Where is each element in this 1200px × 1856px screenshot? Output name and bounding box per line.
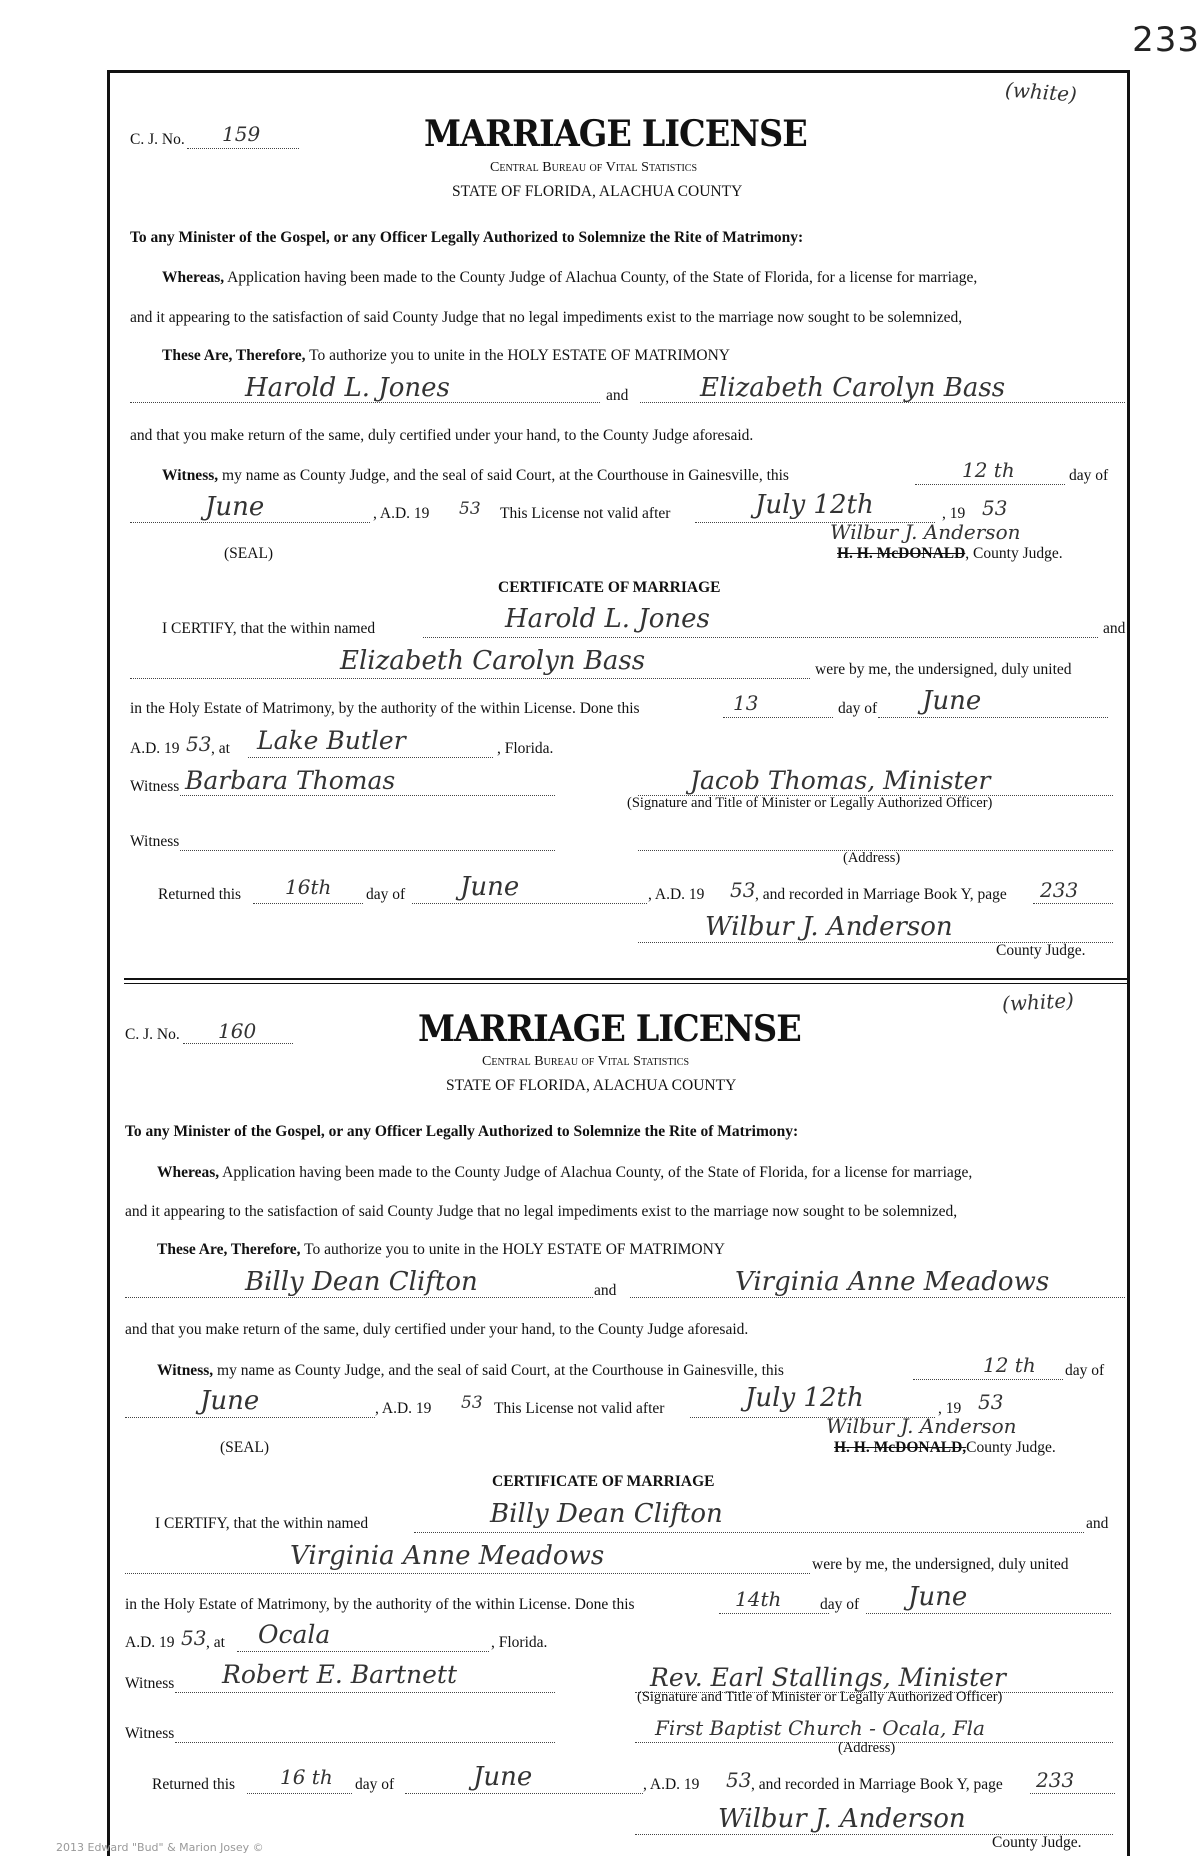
address-caption: (Address) [838,1740,896,1756]
book-page-line [1030,1793,1115,1794]
license-day: 12 th [983,1353,1036,1377]
groom-name: Billy Dean Clifton [245,1267,478,1297]
cert-bride-line [125,1573,810,1574]
cj-no-line [183,1043,293,1044]
witness-lead: Witness, [157,1362,214,1379]
sig-caption: (Signature and Title of Minister or Legally Authorized Officer) [637,1689,1003,1705]
witness-paragraph [162,467,789,485]
bride-name: Elizabeth Carolyn Bass [700,373,1006,403]
license-title: MARRIAGE LICENSE [418,1008,801,1050]
cert-bride: Elizabeth Carolyn Bass [340,646,646,676]
officiant-address: First Baptist Church - Ocala, Fla [655,1716,985,1740]
returned-day: 16th [285,875,332,899]
not-valid-text: This License not valid after [500,505,671,522]
county-judge-caption: County Judge. [992,1834,1082,1851]
license-month-line [125,1417,375,1418]
printed-judge: H. H. McDONALD, [834,1439,967,1456]
cj-label: C. J. No. [130,131,185,148]
cert-bride-line [130,678,810,679]
book-page-line [1033,903,1113,904]
page-number: 233 [1132,20,1200,60]
recorded-ad: , A.D. 19 [643,1776,700,1793]
license-day-line [915,484,1065,485]
cert-title: CERTIFICATE OF MARRIAGE [498,579,721,596]
holy-text: in the Holy Estate of Matrimony, by the authority of the within License. Done this [130,700,640,717]
recorded-ad: , A.D. 19 [648,886,705,903]
these-are-paragraph [157,1241,725,1259]
witness-paragraph [157,1362,784,1380]
ad-short: A.D. 19 [130,740,180,757]
recorded-text: , and recorded in Marriage Book Y, page [755,886,1007,903]
holy-text: in the Holy Estate of Matrimony, by the authority of the within License. Done this [125,1596,635,1613]
border-right [1127,70,1130,1856]
cert-groom-line [414,1532,1084,1533]
license-month: June [200,1386,260,1416]
county-judge: County Judge. [966,1439,1056,1456]
license-month-line [130,522,370,523]
year-prefix: , 19 [942,505,966,522]
state-county: STATE OF FLORIDA, ALACHUA COUNTY [446,1077,737,1094]
bride-name: Virginia Anne Meadows [735,1267,1050,1297]
cert-groom: Harold L. Jones [505,604,710,634]
done-month: June [908,1582,968,1612]
whereas-text: Application having been made to the County Judge of Alachua County, of the State of Florida, for a license for marriage, [222,1164,973,1181]
cj-label: C. J. No. [125,1026,180,1043]
recorded-text: , and recorded in Marriage Book Y, page [751,1776,1003,1793]
and-word: and [606,387,629,404]
ad-short: A.D. 19 [125,1634,175,1651]
witness1: Robert E. Bartnett [222,1660,458,1689]
state-county: STATE OF FLORIDA, ALACHUA COUNTY [452,183,743,200]
returned-label: Returned this [152,1776,236,1793]
at-label: , at [206,1634,225,1651]
certify-text: I CERTIFY, that the within named [162,620,376,637]
cert-groom-line [423,637,1098,638]
returned-day-of: day of [366,886,406,903]
witness-lead: Witness, [162,467,219,484]
returned-day-of: day of [355,1776,395,1793]
witness2-line [180,850,555,851]
printed-judge-line [834,1439,1056,1457]
book-page: 233 [1036,1768,1075,1792]
appearing-text: and it appearing to the satisfaction of said County Judge that no legal impediments exist to the marriage now sought to be solemnized, [130,309,963,326]
return-text: and that you make return of the same, duly certified under your hand, to the County Judge aforesaid. [125,1321,749,1338]
return-text: and that you make return of the same, duly certified under your hand, to the County Judge aforesaid. [130,427,754,444]
certify-text: I CERTIFY, that the within named [155,1515,369,1532]
returned-month: June [460,872,520,902]
ad-label: , A.D. 19 [373,505,430,522]
race-note: (white) [1001,988,1075,1016]
done-day-line [723,717,833,718]
united-text: were by me, the undersigned, duly united [812,1556,1069,1573]
cert-bride: Virginia Anne Meadows [290,1541,605,1571]
witness2-line [175,1742,555,1743]
at-label: , at [211,740,230,757]
license-day: 12 th [962,458,1015,482]
cj-no: 160 [218,1019,257,1043]
printed-judge: H. H. McDONALD [837,545,966,562]
ad-label: , A.D. 19 [375,1400,432,1417]
groom-name: Harold L. Jones [245,373,450,403]
border-top [107,70,1130,73]
not-valid-text: This License not valid after [494,1400,665,1417]
done-month: June [922,686,982,716]
witness1: Barbara Thomas [185,766,396,795]
recording-judge: Wilbur J. Anderson [705,912,953,942]
officiant: Jacob Thomas, Minister [690,766,991,795]
race-note: (white) [1004,77,1078,107]
these-lead: These Are, Therefore, [157,1241,301,1258]
done-day-of: day of [838,700,878,717]
place-line [237,1651,489,1652]
done-month-line [866,1613,1111,1614]
license-year: 53 [459,499,481,519]
cj-no-line [187,148,299,149]
valid-year: 53 [978,1390,1004,1414]
sig-caption: (Signature and Title of Minister or Legally Authorized Officer) [627,795,993,811]
county-judge: , County Judge. [965,545,1063,562]
whereas-paragraph [162,269,977,287]
and-word-2: and [1086,1515,1109,1532]
license-title: MARRIAGE LICENSE [424,113,807,155]
returned-month-line [405,1793,643,1794]
judge-signature: Wilbur J. Anderson [826,1414,1017,1438]
these-lead: These Are, Therefore, [162,347,306,364]
witness-label-2: Witness [125,1725,175,1742]
done-day: 14th [735,1587,782,1611]
license-year: 53 [461,1393,483,1413]
returned-year: 53 [730,878,756,902]
address-caption: (Address) [843,850,901,866]
done-day-of: day of [820,1596,860,1613]
footer-credit: 2013 Edward "Bud" & Marion Josey © [56,1841,264,1854]
book-page: 233 [1040,878,1079,902]
these-text: To authorize you to unite in the HOLY ESTATE OF MATRIMONY [309,347,731,364]
returned-day-line [247,1793,352,1794]
cert-title: CERTIFICATE OF MARRIAGE [492,1473,715,1490]
whereas-paragraph [157,1164,972,1182]
these-are-paragraph [162,347,730,365]
cj-no: 159 [222,122,261,146]
license-day-line [913,1379,1063,1380]
officiant: Rev. Earl Stallings, Minister [650,1663,1006,1692]
cert-groom: Billy Dean Clifton [490,1499,723,1529]
seal: (SEAL) [224,545,274,562]
bureau: Central Bureau of Vital Statistics [490,160,698,175]
united-text: were by me, the undersigned, duly united [815,661,1072,678]
day-of: day of [1069,467,1109,484]
returned-day: 16 th [280,1765,333,1789]
address-line: To any Minister of the Gospel, or any Officer Legally Authorized to Solemnize the Rite of Matrimony: [130,229,804,246]
done-month-line [878,717,1108,718]
border-left [107,70,110,1856]
whereas-text: Application having been made to the County Judge of Alachua County, of the State of Florida, for a license for marriage, [227,269,978,286]
whereas-lead: Whereas, [157,1164,220,1181]
returned-month: June [473,1762,533,1792]
judge-signature: Wilbur J. Anderson [830,520,1021,544]
returned-month-line [412,903,647,904]
section-divider-bottom [124,983,1127,984]
year-prefix: , 19 [938,1400,962,1417]
bride-line [630,1297,1125,1298]
license-month: June [205,492,265,522]
and-word-2: and [1103,620,1126,637]
whereas-lead: Whereas, [162,269,225,286]
seal: (SEAL) [220,1439,270,1456]
groom-line [125,1297,593,1298]
witness-text: my name as County Judge, and the seal of said Court, at the Courthouse in Gainesville, this [217,1362,784,1379]
returned-year: 53 [726,1768,752,1792]
returned-day-line [253,903,363,904]
florida: , Florida. [491,1634,548,1651]
done-year: 53 [181,1626,207,1650]
florida: , Florida. [497,740,554,757]
witness-label-1: Witness [125,1675,175,1692]
day-of: day of [1065,1362,1105,1379]
and-word: and [594,1282,617,1299]
witness-label-2: Witness [130,833,180,850]
section-divider-top [124,978,1127,980]
valid-year: 53 [982,496,1008,520]
address-line: To any Minister of the Gospel, or any Officer Legally Authorized to Solemnize the Rite of Matrimony: [125,1123,799,1140]
witness1-line [180,795,555,796]
recording-judge: Wilbur J. Anderson [718,1804,966,1834]
returned-label: Returned this [158,886,242,903]
bureau: Central Bureau of Vital Statistics [482,1054,690,1069]
witness1-line [175,1692,555,1693]
valid-until: July 12th [755,490,874,520]
done-day: 13 [733,691,759,715]
these-text: To authorize you to unite in the HOLY ESTATE OF MATRIMONY [304,1241,726,1258]
printed-judge-line [837,545,1063,563]
witness-label-1: Witness [130,778,180,795]
place: Lake Butler [257,726,406,755]
appearing-text: and it appearing to the satisfaction of said County Judge that no legal impediments exist to the marriage now sought to be solemnized, [125,1203,958,1220]
place: Ocala [258,1620,331,1649]
witness-text: my name as County Judge, and the seal of said Court, at the Courthouse in Gainesville, this [222,467,789,484]
place-line [248,757,493,758]
valid-until: July 12th [745,1383,864,1413]
done-day-line [719,1613,829,1614]
done-year: 53 [186,732,212,756]
county-judge-caption: County Judge. [996,942,1086,959]
